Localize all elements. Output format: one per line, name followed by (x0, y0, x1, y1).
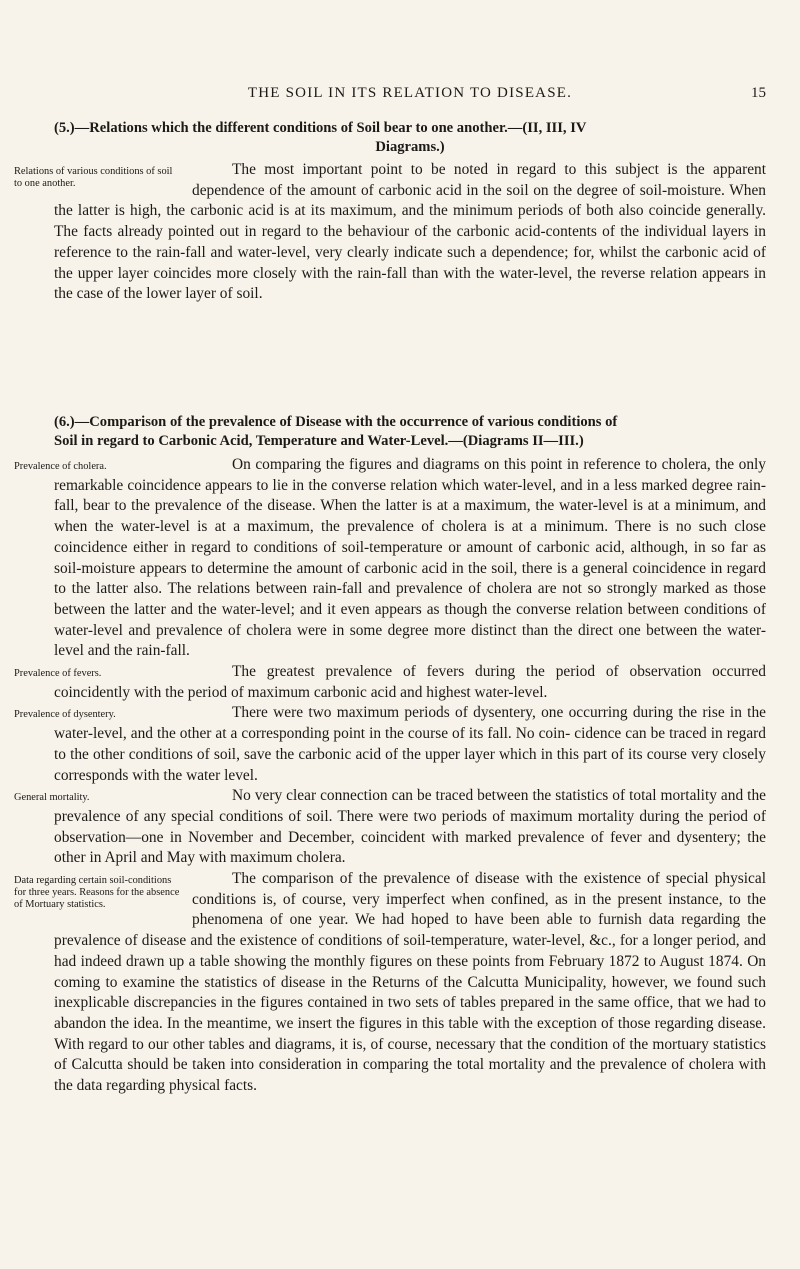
section-5-body (14, 160, 766, 305)
paragraph-side-text: rise in the water-level, and the other at a corresponding point in the course of its fall. No coin- (54, 704, 766, 743)
paragraph-text: and in a less marked degree rain-fall, bear to the prevalence of the disease. When the latter is at a maximum, the water-level is at a minimum, and when the water-level is at a maximum, the prevalence of cholera is at a minimum. There is no such close coincidence either in regard to conditions of soil-temperature or amount of carbonic acid, although, in so far as soil-moisture appears to determine the amount of carbonic acid in the soil, there is a general coincidence in regard to the latter also. The relations between rain-fall and prevalence of cholera are not so strongly marked as those between the latter and the water-level; and it even appears as though the converse relation between conditions of water-level and prevalence of cholera were in some degree more distinct than the direct one between the water-level and the rain-fall. (54, 476, 766, 660)
paragraph-lead: On comparing the figures and diagrams on this point in reference to (232, 456, 658, 473)
paragraph-fevers (14, 662, 766, 703)
paragraph-lead: The greatest prevalence of fevers during the period of observation occurred (232, 663, 766, 681)
paragraph-cholera (14, 455, 767, 662)
section-5-heading (54, 119, 766, 157)
paragraph-text: cidence can be traced in regard to the other conditions of soil, save the carbonic acid of the upper layer which in this part of its course very closely corresponds with the water level. (54, 725, 767, 784)
running-head (54, 85, 766, 107)
paragraph-text: When the latter is high, the carbonic acid is at its maximum, and the minimum periods of both also coincide generally. The facts already pointed out in regard to the behaviour of the carbonic acid-contents of the individual layers in reference to the rain-fall and water-level, very clearly indicate such a dependence; for, whilst the carbonic acid of the upper layer coincides more closely with the rain-fall than with the water-level, the reverse relation appears in the case of the lower layer of soil. (54, 181, 766, 303)
margin-note: Relations of various conditions of soil to one another. (14, 166, 173, 189)
paragraph-side-text: mortality and the prevalence of any special conditions of soil. There were two periods of maximum (54, 787, 766, 825)
paragraph-side-text: physical conditions is, of course, very imperfect when confined, as in the present instance, to the phenomena of one year. We had hoped to have (192, 870, 766, 929)
section-6-body (14, 455, 767, 1097)
section-5-heading-line2: Diagrams.) (375, 139, 445, 155)
section-6-heading-line2: Soil in regard to Carbonic Acid, Temperature and Water-Level.—(Diagrams II—III.) (54, 433, 584, 449)
paragraph-lead: The comparison of the prevalence of disease with the existence of special (232, 870, 709, 888)
section-6-heading (54, 413, 766, 451)
margin-note-cholera: Prevalence of cholera. (14, 461, 107, 472)
paragraph-lead: No very clear connection can be traced between the statistics of total (232, 787, 657, 805)
running-title: THE SOIL IN ITS RELATION TO DISEASE. (247, 85, 573, 101)
paragraph-side-text: cholera, the only remarkable coincidence appears to lie in the converse relation which water-level, (54, 456, 767, 494)
paragraph-lead: The most important point to be noted in regard to this subject is the (232, 161, 705, 178)
margin-note-dysentery: Prevalence of dysentery. (14, 709, 116, 721)
paragraph (14, 160, 766, 305)
page-number: 15 (751, 85, 766, 101)
margin-note-fevers: Prevalence of fevers. (14, 668, 102, 680)
paragraph-text: mortality during the period of observation—one in November and December, coincident with marked prevalence of fever and dysentery; the other in April and May with maximum cholera. (54, 807, 766, 867)
section-6-heading-line1: (6.)—Comparison of the prevalence of Disease with the occurrence of various conditions of (54, 414, 618, 430)
paragraph-text: been able to furnish data regarding the prevalence of disease and the existence of conditions of soil-temperature, water-level, &c., for a longer period, and had indeed drawn up a table showing the monthly figures on these points from February 1872 to August 1874. On coming to examine the statistics of disease in the Returns of the Calcutta Municipality, however, we found such inexplicable discrepancies in the figures contained in two sets of tables prepared in the same office, that we had to abandon the idea. In the meantime, we insert the figures in this table with the exception of those regarding disease. With regard to our other tables and diagrams, it is, of course, necessary that the condition of the mortuary statistics of Calcutta should be taken into consideration in comparing the total mortality and the prevalence of cholera with the data regarding physical facts. (54, 911, 766, 1095)
paragraph-side-text: coincidently with the period of maximum carbonic acid and highest water-level. (54, 683, 548, 701)
paragraph-mortality (14, 786, 766, 869)
paragraph-dysentery (14, 703, 767, 786)
paragraph-lead: There were two maximum periods of dysentery, one occurring during the (232, 704, 698, 722)
margin-note-data: Data regarding certain soil-conditions for three years. Reasons for the absence of Mortuary statistics. (14, 875, 180, 911)
paragraph-side-text: apparent dependence of the amount of carbonic acid in the soil on the degree of soil-moisture. (192, 161, 766, 199)
paragraph-data (14, 869, 766, 1097)
margin-note-mortality: General mortality. (14, 792, 90, 804)
section-5-heading-line1: (5.)—Relations which the different conditions of Soil bear to one another.—(II, III, IV (54, 120, 587, 136)
